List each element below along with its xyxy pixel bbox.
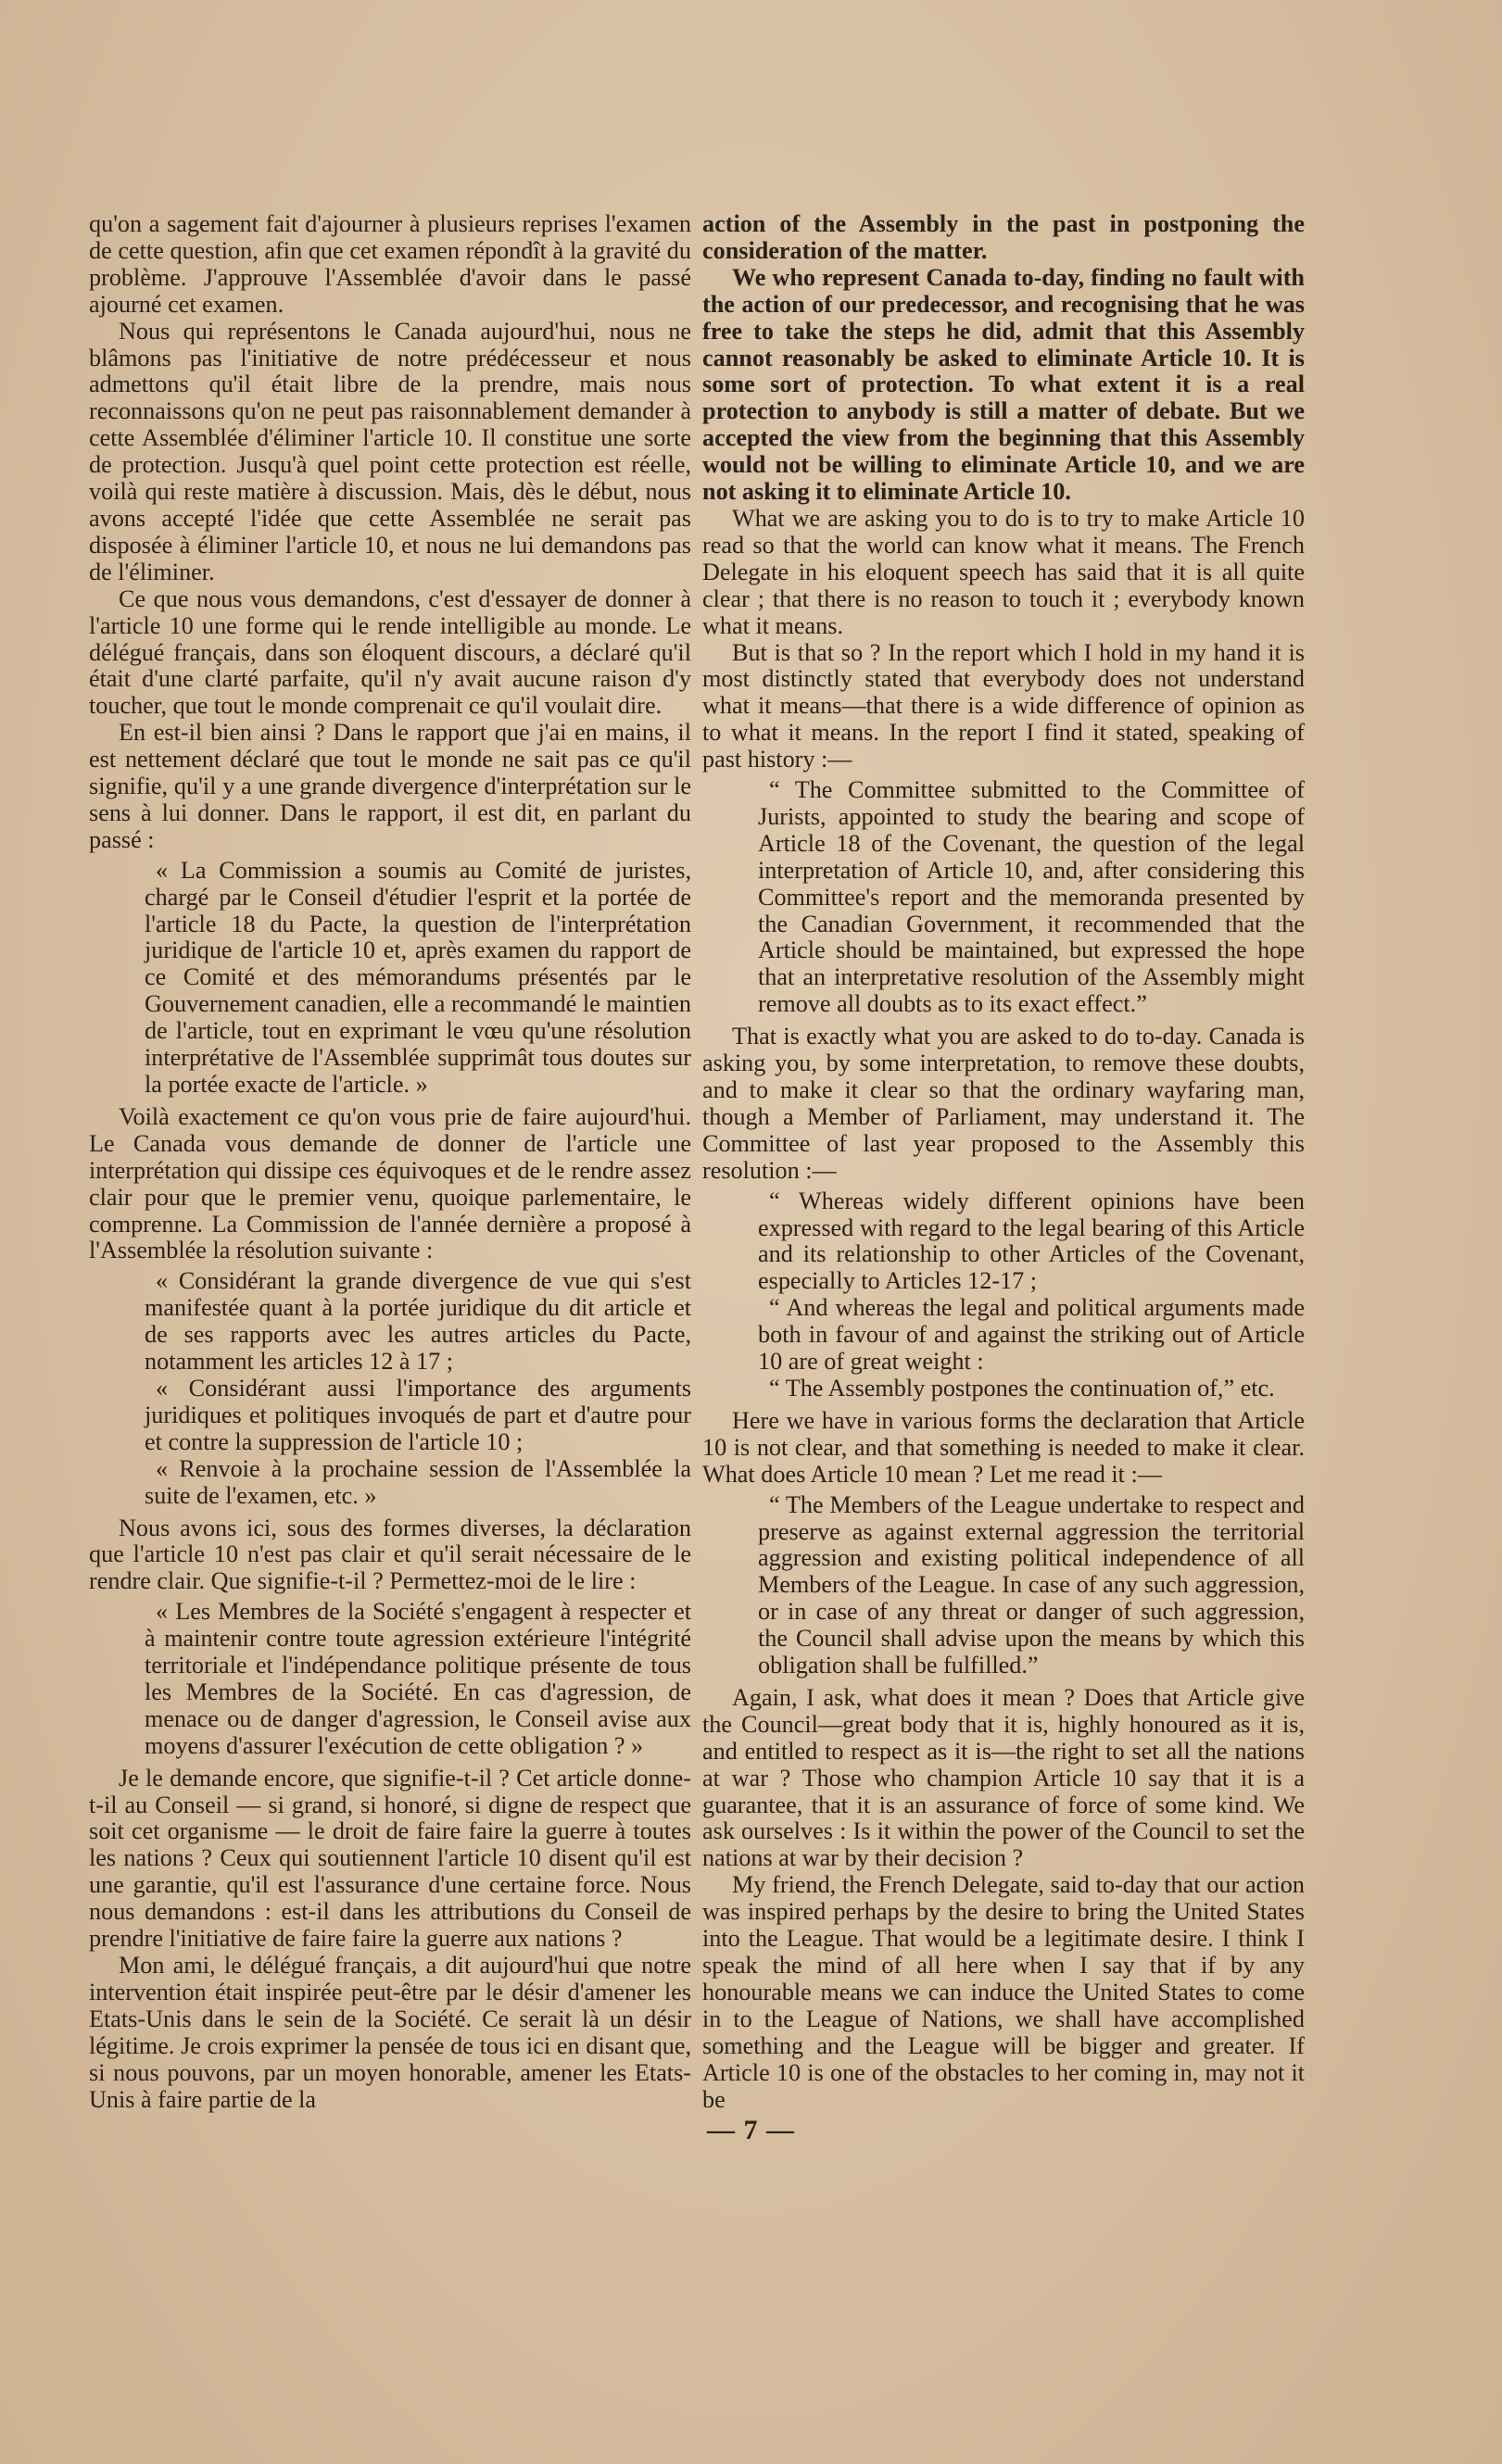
- paragraph: Je le demande encore, que signifie-t-il ? Cet article donne-t-il au Conseil — si grand, si honoré, si digne de respect que soit cet organisme — le droit de faire faire la guerre à toutes les nations ? Ceux qui soutiennent l'article 10 disent qu'il est une garantie, qu'il est l'assurance d'une certaine force. Nous nous demandons : est-il dans les attributions du Conseil de prendre l'initiative de faire faire la guerre aux nations ?: [89, 1764, 691, 1953]
- quotation: « Considérant la grande divergence de vue qui s'est manifestée quant à la portée juridique du dit article et de ses rapports avec les autres articles du Pacte, notamment les articles 12 à 17 ;: [145, 1267, 691, 1376]
- quotation: « Considérant aussi l'importance des arguments juridiques et politiques invoqués de part et d'autre pour et contre la suppression de l'article 10 ;: [145, 1374, 691, 1455]
- quotation: “ The Members of the League undertake to respect and preserve as against external aggression the territorial aggression and existing political independence of all Members of the League. In case of any such aggression, or in case of any threat or danger of such aggression, the Council shall advise upon the means by which this obligation shall be fulfilled.”: [758, 1490, 1305, 1679]
- quotation: “ And whereas the legal and political arguments made both in favour of and against the striking out of Article 10 are of great weight :: [758, 1294, 1305, 1376]
- paragraph: Here we have in various forms the declaration that Article 10 is not clear, and that something is needed to make it clear. What does Article 10 mean ? Let me read it :—: [702, 1406, 1305, 1488]
- paragraph: Voilà exactement ce qu'on vous prie de faire aujourd'hui. Le Canada vous demande de donner de l'article une interprétation qui dissipe ces équivoques et de le rendre assez clair pour que le premier venu, quoique parlementaire, le comprenne. La Commission de l'année dernière a proposé à l'Assemblée la résolution suivante :: [89, 1102, 691, 1264]
- paragraph: Again, I ask, what does it mean ? Does that Article give the Council—great body that it is, highly honoured as it is, and entitled to respect as it is—the right to set all the nations at war ? Those who champion Article 10 say that it is a guarantee, that it is an assurance of force of some kind. We ask ourselves : Is it within the power of the Council to set the nations at war by their decision ?: [702, 1683, 1305, 1872]
- quotation: “ The Committee submitted to the Committee of Jurists, appointed to study the bearing and scope of Article 18 of the Covenant, the question of the legal interpretation of Article 10, and, after considering this Committee's report and the memoranda presented by the Canadian Government, it recommended that the Article should be maintained, but expressed the hope that an interpretative resolution of the Assembly might remove all doubts as to its exact effect.”: [758, 776, 1305, 1018]
- quotation: “ Whereas widely different opinions have been expressed with regard to the legal bearing of this Article and its relationship to other Articles of the Covenant, especially to Articles 12-17 ;: [758, 1187, 1305, 1295]
- french-column: [89, 211, 691, 2113]
- paragraph: Mon ami, le délégué français, a dit aujourd'hui que notre intervention était inspirée peut-être par le désir d'amener les Etats-Unis dans le sein de la Société. Ce serait là un désir légitime. Je crois exprimer la pensée de tous ici en disant que, si nous pouvons, par un moyen honorable, amener les Etats-Unis à faire partie de la: [89, 1952, 691, 2113]
- quotation: « Les Membres de la Société s'engagent à respecter et à maintenir contre toute agression extérieure l'intégrité territoriale et l'indépendance politique présente de tous les Membres de la Société. En cas d'agression, de menace ou de danger d'agression, le Conseil avise aux moyens d'assurer l'exécution de cette obligation ? »: [145, 1598, 691, 1759]
- quotation: « Renvoie à la prochaine session de l'Assemblée la suite de l'examen, etc. »: [145, 1454, 691, 1509]
- paragraph: En est-il bien ainsi ? Dans le rapport que j'ai en mains, il est nettement déclaré que tout le monde ne sait pas ce qu'il signifie, qu'il y a une grande divergence d'interprétation sur le sens à lui donner. Dans le rapport, il est dit, en parlant du passé :: [89, 719, 691, 853]
- paragraph: Nous avons ici, sous des formes diverses, la déclaration que l'article 10 n'est pas clair et qu'il serait nécessaire de le rendre clair. Que signifie-t-il ? Permettez-moi de le lire :: [89, 1514, 691, 1595]
- paragraph: What we are asking you to do is to try to make Article 10 read so that the world can know what it means. The French Delegate in his eloquent speech has said that it is all quite clear ; that there is no reason to touch it ; everybody known what it means.: [702, 504, 1305, 639]
- paragraph: Ce que nous vous demandons, c'est d'essayer de donner à l'article 10 une forme qui le rende intelligible au monde. Le délégué français, dans son éloquent discours, a déclaré qu'il était d'une clarté parfaite, qu'il n'y avait aucune raison d'y toucher, que tout le monde comprenait ce qu'il voulait dire.: [89, 585, 691, 720]
- quotation: “ The Assembly postpones the continuation of,” etc.: [769, 1374, 1275, 1402]
- paragraph: action of the Assembly in the past in postponing the consideration of the matter.: [702, 210, 1305, 264]
- english-column: [702, 211, 1305, 2113]
- paragraph: We who represent Canada to-day, finding no fault with the action of our predecessor, and recognising that he was free to take the steps he did, admit that this Assembly cannot reasonably be asked to eliminate Article 10. It is some sort of protection. To what extent it is a real protection to anybody is still a matter of debate. But we accepted the view from the beginning that this Assembly would not be willing to eliminate Article 10, and we are not asking it to eliminate Article 10.: [702, 263, 1305, 506]
- paragraph: My friend, the French Delegate, said to-day that our action was inspired perhaps by the desire to bring the United States into the League. That would be a legitimate desire. I think I speak the mind of all here when I say that if by any honourable means we can induce the United States to come in to the League of Nations, we shall have accomplished something and the League will be bigger and greater. If Article 10 is one of the obstacles to her coming in, may not it be: [702, 1871, 1305, 2113]
- paragraph: But is that so ? In the report which I hold in my hand it is most distinctly stated that everybody does not understand what it means—that there is a wide difference of opinion as to what it means. In the report I find it stated, speaking of past history :—: [702, 638, 1305, 773]
- quotation: « La Commission a soumis au Comité de juristes, chargé par le Conseil d'étudier l'esprit et la portée de l'article 18 du Pacte, la question de l'interprétation juridique de l'article 10 et, après examen du rapport de ce Comité et des mémorandums présentés par le Gouvernement canadien, elle a recommandé le maintien de l'article, tout en exprimant le vœu qu'une résolution interprétative de l'Assemblée supprimât tous doutes sur la portée exacte de l'article. »: [145, 856, 691, 1098]
- paragraph: Nous qui représentons le Canada aujourd'hui, nous ne blâmons pas l'initiative de notre prédécesseur et nous admettons qu'il était libre de la prendre, mais nous reconnaissons qu'on ne peut pas raisonnablement demander à cette Assemblée d'éliminer l'article 10. Il constitue une sorte de protection. Jusqu'à quel point cette protection est réelle, voilà qui reste matière à discussion. Mais, dès le début, nous avons accepté l'idée que cette Assemblée ne serait pas disposée à éliminer l'article 10, et nous ne lui demandons pas de l'éliminer.: [89, 317, 691, 585]
- paragraph: That is exactly what you are asked to do to-day. Canada is asking you, by some interpretation, to remove these doubts, and to make it clear so that the ordinary wayfaring man, though a Member of Parliament, may understand it. The Committee of last year proposed to the Assembly this resolution :—: [702, 1023, 1305, 1184]
- page-number: — 7 —: [707, 2115, 795, 2145]
- paragraph: qu'on a sagement fait d'ajourner à plusieurs reprises l'examen de cette question, afin que cet examen répondît à la gravité du problème. J'approuve l'Assemblée d'avoir dans le passé ajourné cet examen.: [89, 210, 691, 318]
